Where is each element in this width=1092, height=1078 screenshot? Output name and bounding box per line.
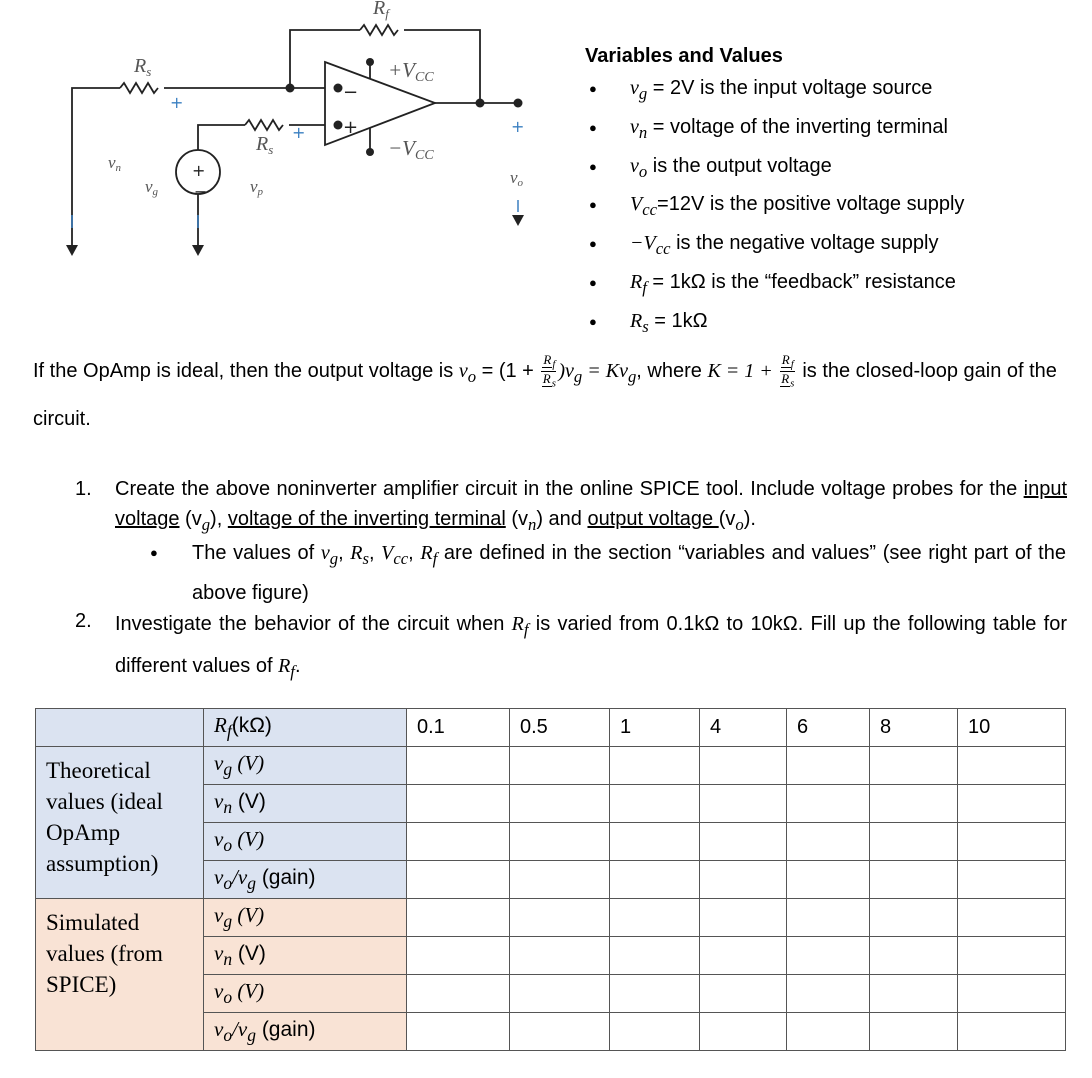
table-cell[interactable] — [700, 899, 787, 937]
table-cell[interactable] — [610, 937, 700, 975]
opamp-minus-mark: − — [343, 82, 359, 103]
table-cell[interactable] — [407, 975, 510, 1013]
table-row — [36, 899, 1066, 937]
variable-item: ● $v_o$ is the output voltage — [585, 150, 1085, 189]
table-cell[interactable] — [700, 937, 787, 975]
table-cell[interactable] — [787, 861, 870, 899]
vcc-neg-label: −VCC — [388, 136, 434, 163]
row-label: $v_o$ (V) — [204, 975, 407, 1013]
table-cell[interactable] — [610, 747, 700, 785]
rs-mid-resistor — [245, 120, 283, 130]
vn-label: vn — [108, 153, 122, 174]
table-row — [36, 747, 1066, 785]
variables-list — [585, 72, 1085, 344]
vp-label: vp — [250, 177, 264, 198]
table-cell[interactable] — [787, 785, 870, 823]
table-cell[interactable] — [870, 1013, 958, 1051]
table-cell[interactable] — [407, 937, 510, 975]
table-cell[interactable] — [510, 1013, 610, 1051]
table-cell[interactable] — [407, 1013, 510, 1051]
table-cell[interactable] — [510, 785, 610, 823]
table-cell[interactable] — [510, 747, 610, 785]
vcc-neg-terminal — [366, 148, 374, 156]
table-header-row — [36, 709, 1066, 747]
row-label: $v_g$ (V) — [204, 899, 407, 937]
table-cell[interactable] — [958, 823, 1066, 861]
table-cell[interactable] — [787, 899, 870, 937]
noninverting-input-dot — [334, 121, 343, 130]
variable-item: ● $V_{cc}=12V$ is the positive voltage supply — [585, 188, 1085, 227]
column-header: 6 — [787, 709, 870, 747]
row-label: $v_n$ (V) — [204, 937, 407, 975]
table-cell[interactable] — [787, 1013, 870, 1051]
vcc-pos-terminal — [366, 58, 374, 66]
variable-item: ● $R_s = 1k\Omega$ — [585, 305, 1085, 344]
plus-mark-rs-mid: + — [292, 123, 306, 142]
table-cell[interactable] — [700, 823, 787, 861]
table-cell[interactable] — [787, 747, 870, 785]
table-cell[interactable] — [787, 937, 870, 975]
table-cell[interactable] — [610, 861, 700, 899]
table-cell[interactable] — [510, 937, 610, 975]
row-label: $v_g$ (V) — [204, 747, 407, 785]
table-cell[interactable] — [610, 899, 700, 937]
inverting-input-dot — [334, 84, 343, 93]
column-header: 4 — [700, 709, 787, 747]
rf-label: $R_f$ — [373, 0, 389, 21]
row-label: $v_o/v_g$ (gain) — [204, 861, 407, 899]
table-cell[interactable] — [700, 785, 787, 823]
column-header: 10 — [958, 709, 1066, 747]
table-cell[interactable] — [958, 937, 1066, 975]
vg-label: vg — [145, 177, 159, 198]
gain-paragraph: If the OpAmp is ideal, then the output voltage is $v_o = (1$ + $\frac{R_f}{R_s}$ )$v_g = Kv_g$, where K = 1 + $\frac{R_f}{R_s}$ is the closed-loop gain of the circuit. — [33, 351, 1057, 430]
inverting-node — [286, 84, 295, 93]
plus-mark-output: + — [511, 117, 525, 136]
column-header: 1 — [610, 709, 700, 747]
ground-arrow-source-icon — [192, 245, 204, 256]
table-cell[interactable] — [407, 899, 510, 937]
source-plus-mark: + — [192, 161, 206, 180]
table-cell[interactable] — [787, 975, 870, 1013]
table-cell[interactable] — [700, 1013, 787, 1051]
noninverting-amplifier-circuit — [30, 0, 550, 270]
row-label: $v_o/v_g$ (gain) — [204, 1013, 407, 1051]
table-cell[interactable] — [958, 747, 1066, 785]
ground-arrow-output-icon — [512, 215, 524, 226]
table-cell[interactable] — [870, 861, 958, 899]
table-cell[interactable] — [510, 899, 610, 937]
wire-feedback-right — [404, 30, 480, 103]
variable-item: ● $v_g = 2V$ is the input voltage source — [585, 72, 1085, 111]
row-label: $v_n$ (V) — [204, 785, 407, 823]
table-cell[interactable] — [700, 861, 787, 899]
instruction-item-1: 1. Create the above noninverter amplifier circuit in the online SPICE tool. Include voltage probes for the input voltage $(v_g)$, voltage of the inverting terminal $(v_n)$ and output voltage $(v_o)$. — [75, 478, 1067, 534]
table-cell[interactable] — [610, 1013, 700, 1051]
variables-section — [585, 45, 1085, 344]
table-cell[interactable] — [958, 1013, 1066, 1051]
variable-item: ● $-V_{cc}$ is the negative voltage supply — [585, 227, 1085, 266]
variable-item: ● $v_n$ = voltage of the inverting terminal — [585, 111, 1085, 150]
table-cell[interactable] — [407, 861, 510, 899]
table-cell[interactable] — [407, 747, 510, 785]
rf-resistor — [360, 25, 398, 35]
instruction-item-2: 2. Investigate the behavior of the circuit when $R_f$ is varied from 0.1kΩ to 10kΩ. Fill up the following table for different values of $R_f$. — [75, 610, 1067, 681]
table-cell[interactable] — [958, 899, 1066, 937]
table-cell[interactable] — [870, 975, 958, 1013]
rf-column-label: $R_f(k\Omega)$ — [204, 709, 407, 747]
plus-mark-rs: + — [170, 93, 184, 112]
table-cell[interactable] — [870, 823, 958, 861]
table-cell[interactable] — [407, 823, 510, 861]
table-cell[interactable] — [870, 785, 958, 823]
table-cell[interactable] — [787, 823, 870, 861]
table-cell[interactable] — [870, 899, 958, 937]
wire-vs-up — [198, 125, 245, 150]
output-terminal — [514, 99, 523, 108]
variable-item: ● $R_f = 1k\Omega$ is the “feedback” resistance — [585, 266, 1085, 305]
rf-over-rs-fraction: $\frac{R_f}{R_s}$ — [542, 351, 556, 390]
theoretical-group-label: Theoretical values (ideal OpAmp assumption) — [36, 747, 204, 899]
output-node — [476, 99, 485, 108]
table-cell[interactable] — [510, 823, 610, 861]
vo-label: vo — [510, 168, 524, 189]
table-cell[interactable] — [407, 785, 510, 823]
variables-heading: Variables and Values — [585, 45, 783, 67]
source-minus-mark: − — [194, 182, 208, 201]
instruction-subbullet: ● The values of $v_g$, $R_s$, $V_{cc}$, $R_f$ are defined in the section “variables and values” (see right part of the above figure) — [150, 536, 1070, 604]
vcc-pos-label: +VCC — [388, 58, 434, 85]
rs-top-label: $R_s$ — [134, 55, 152, 79]
table-cell[interactable] — [958, 785, 1066, 823]
table-cell[interactable] — [610, 975, 700, 1013]
table-cell[interactable] — [510, 975, 610, 1013]
table-cell[interactable] — [510, 861, 610, 899]
row-label: $v_o$ (V) — [204, 823, 407, 861]
rs-top-resistor — [120, 83, 158, 93]
table-cell[interactable] — [958, 975, 1066, 1013]
table-cell[interactable] — [700, 975, 787, 1013]
table-cell[interactable] — [870, 937, 958, 975]
table-cell[interactable] — [700, 747, 787, 785]
rs-mid-label: $R_s$ — [256, 133, 274, 157]
column-header: 8 — [870, 709, 958, 747]
table-cell[interactable] — [870, 747, 958, 785]
ground-arrow-left-icon — [66, 245, 78, 256]
table-cell[interactable] — [610, 823, 700, 861]
table-cell[interactable] — [610, 785, 700, 823]
column-header: 0.1 — [407, 709, 510, 747]
column-header: 0.5 — [510, 709, 610, 747]
table-cell[interactable] — [958, 861, 1066, 899]
simulated-group-label: Simulated values (from SPICE) — [36, 899, 204, 1051]
rf-over-rs-fraction: $\frac{R_f}{R_s}$ — [781, 351, 795, 390]
results-table — [35, 708, 1066, 1051]
opamp-plus-mark: + — [343, 117, 359, 138]
